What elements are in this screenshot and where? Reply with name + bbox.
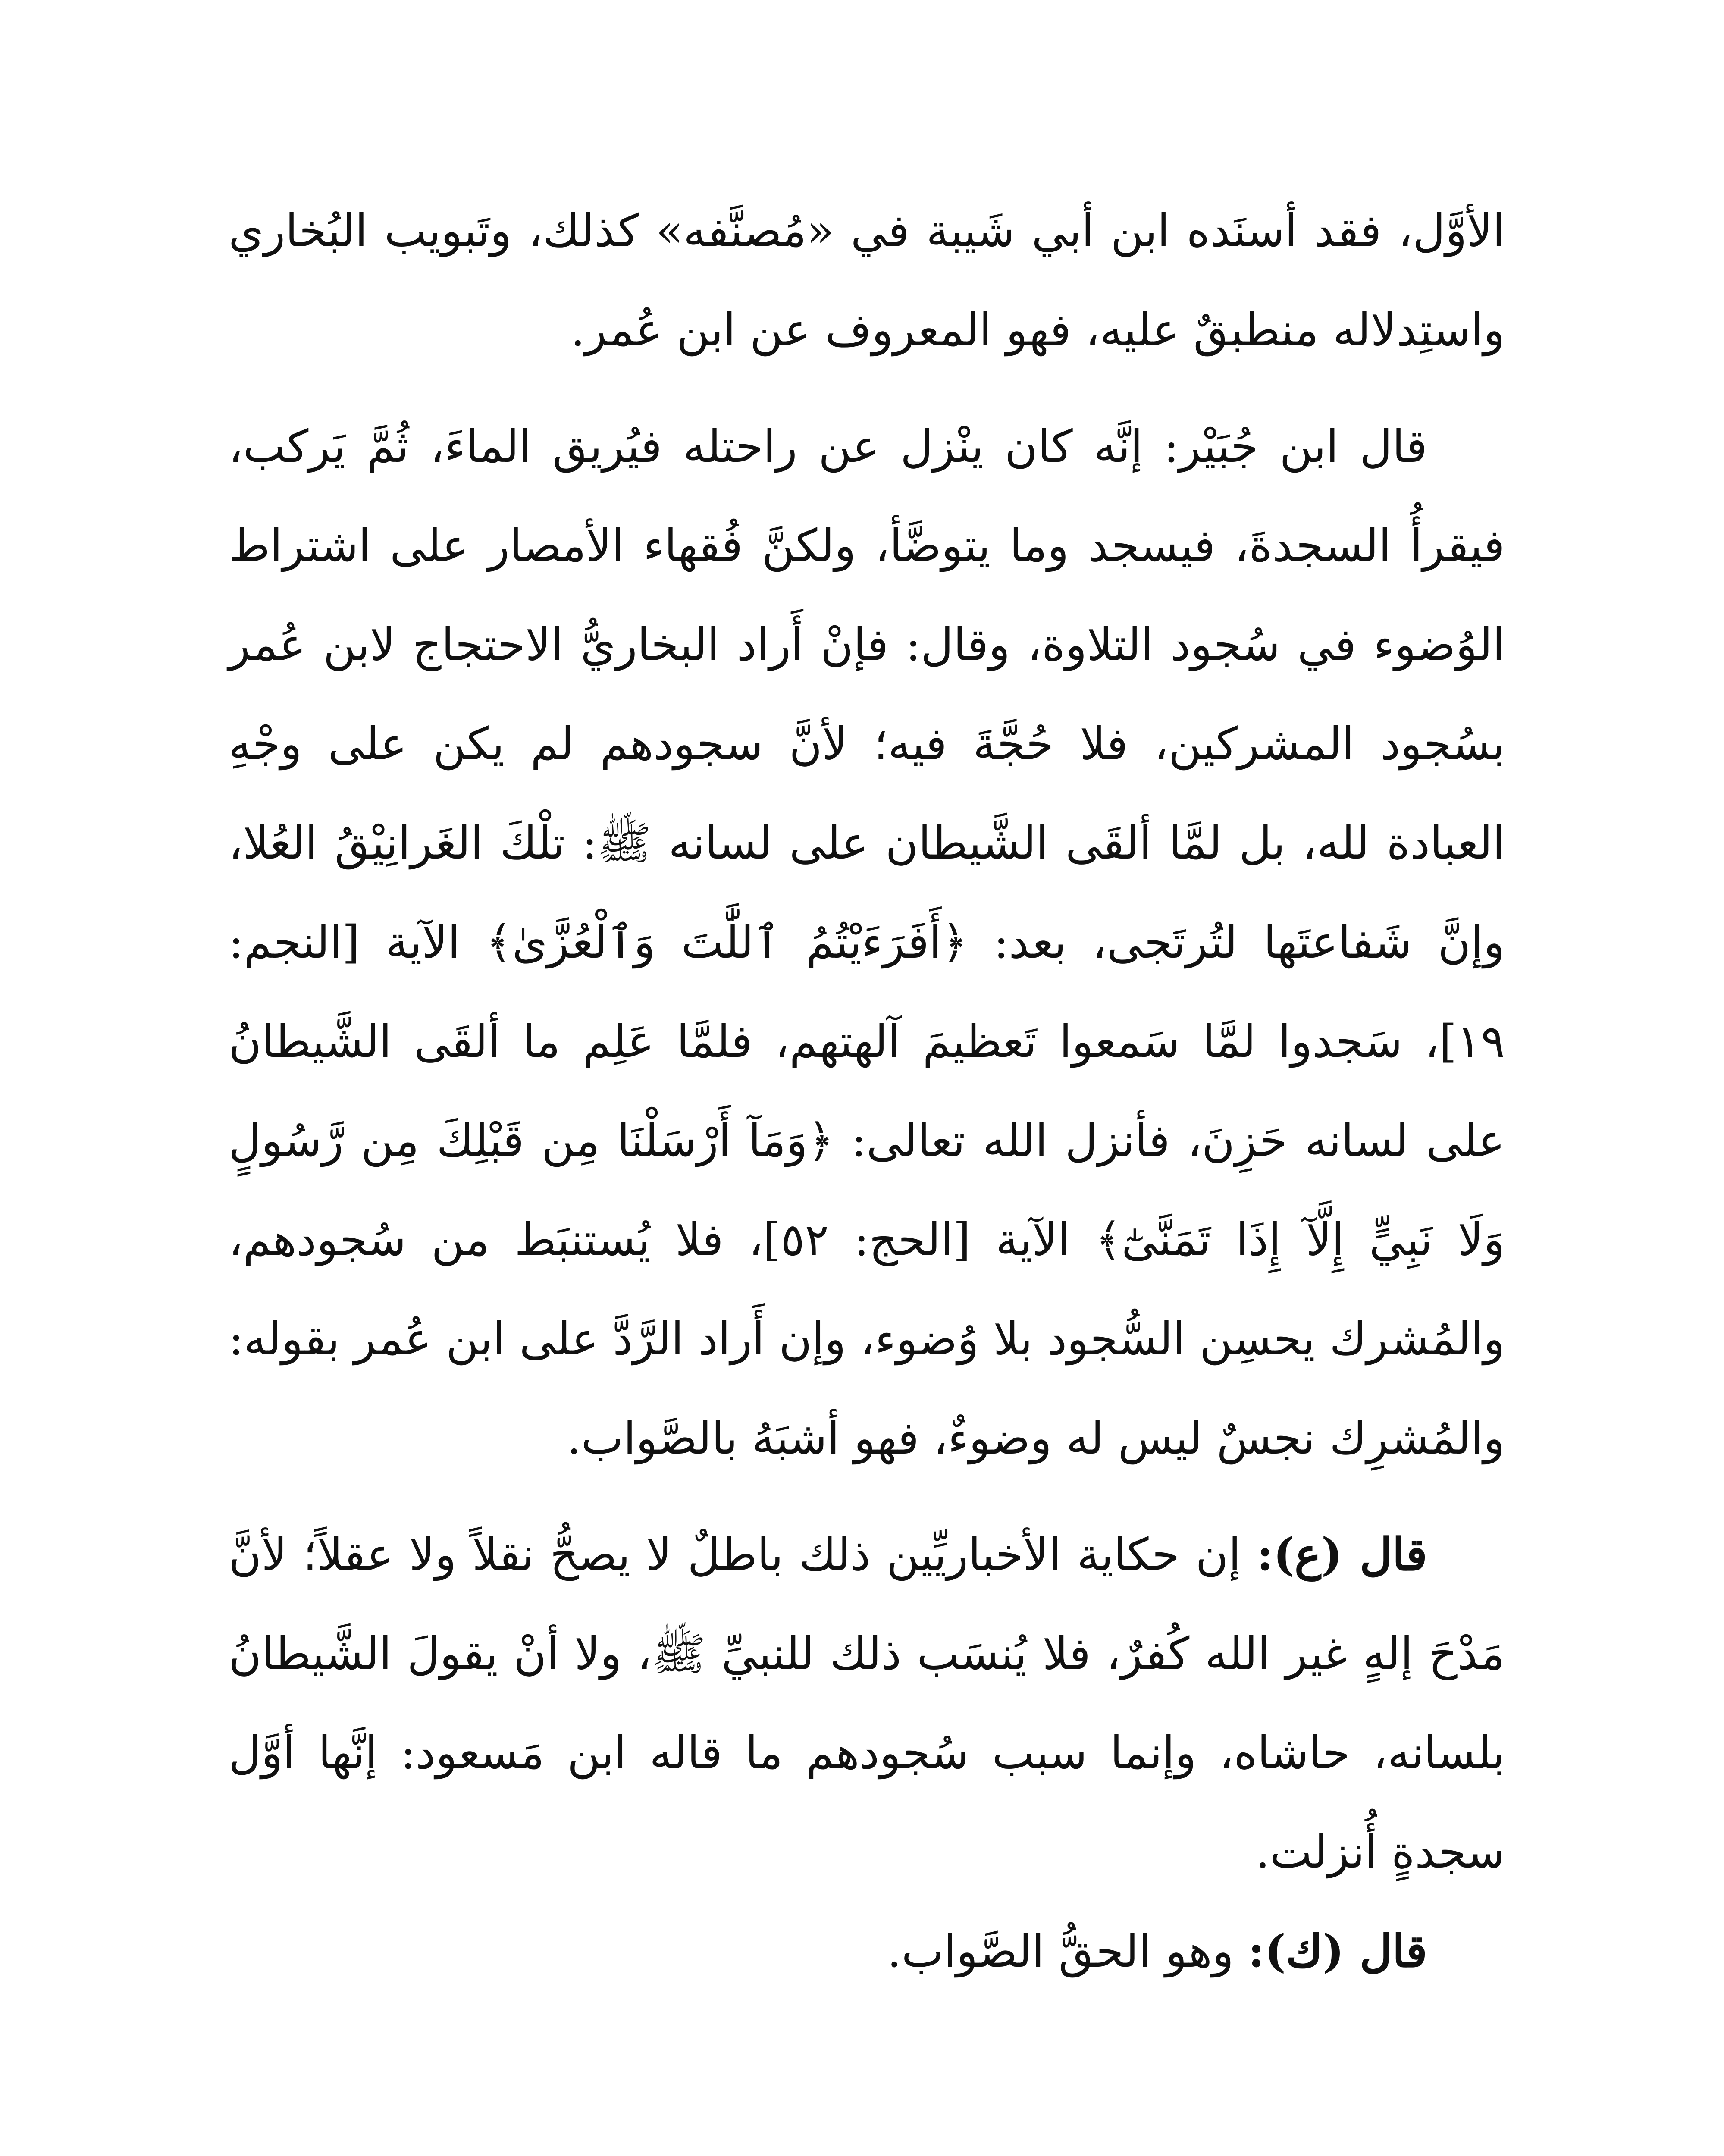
paragraph-text: قال ابن جُبَيْر: إنَّه كان ينْزل عن راحتله فيُريق الماءَ، ثُمَّ يَركب، فيقرأُ السجدةَ، فيسجد وما يتوضَّأ، ولكنَّ فُقهاء الأمصار على اشتراط الوُضوء في سُجود التلاوة، وقال: فإنْ أَراد البخاريُّ الاحتجاج لابن عُمر بسُجود المشركين، فلا حُجَّةَ فيه؛ لأنَّ سجودهم لم يكن على وجْهِ العبادة لله، بل لمَّا ألقَى الشَّيطان على لسانه ﷺ: تلْكَ الغَرانِيْقُ العُلا، وإنَّ شَفاعتَها لتُرتَجى، بعد: ﴿أَفَرَءَيْتُمُ ٱللَّٰتَ وَٱلْعُزَّىٰ﴾ الآية [النجم: ١٩]، سَجدوا لمَّا سَمعوا تَعظيمَ آلهتهم، فلمَّا عَلِم ما ألقَى الشَّيطانُ على لسانه حَزِنَ، فأنزل الله تعالى: ﴿وَمَآ أَرْسَلْنَا مِن قَبْلِكَ مِن رَّسُولٍ وَلَا نَبِيٍّ إِلَّآ إِذَا تَمَنَّىٰٓ﴾ الآية [الحج: ٥٢]، فلا يُستنبَط من سُجودهم، والمُشرك يحسِن السُّجود بلا وُضوء، وإن أَراد الرَّدَّ على ابن عُمر بقوله: والمُشرِك نجسٌ ليس له وضوءٌ، فهو أشبَهُ بالصَّواب. — [229, 420, 1505, 1464]
speaker-label: قال (ك): — [1248, 1924, 1427, 1977]
paragraph-text: وهو الحقُّ الصَّواب. — [887, 1925, 1248, 1977]
paragraph-text: الأوَّل، فقد أسنَده ابن أبي شَيبة في «مُصنَّفه» كذلك، وتَبويب البُخاري واستِدلاله منطبقٌ عليه، فهو المعروف عن ابن عُمر. — [229, 204, 1505, 356]
paragraph-qala-ayn — [229, 1505, 1505, 1902]
paragraph-qala-kaf — [229, 1902, 1505, 2001]
body-text — [229, 181, 1505, 2001]
paragraph-continuation — [229, 181, 1505, 379]
paragraph-text: إن حكاية الأخباريِّين ذلك باطلٌ لا يصحُّ نقلاً ولا عقلاً؛ لأنَّ مَدْحَ إلهٍ غير الله كُفرٌ، فلا يُنسَب ذلك للنبيِّ ﷺ، ولا أنْ يقولَ الشَّيطانُ بلسانه، حاشاه، وإنما سبب سُجودهم ما قاله ابن مَسعود: إنَّها أوَّل سجدةٍ أُنزلت. — [229, 1528, 1505, 1878]
paragraph-ibn-jubayr — [229, 397, 1505, 1488]
speaker-label: قال (ع): — [1257, 1528, 1427, 1581]
